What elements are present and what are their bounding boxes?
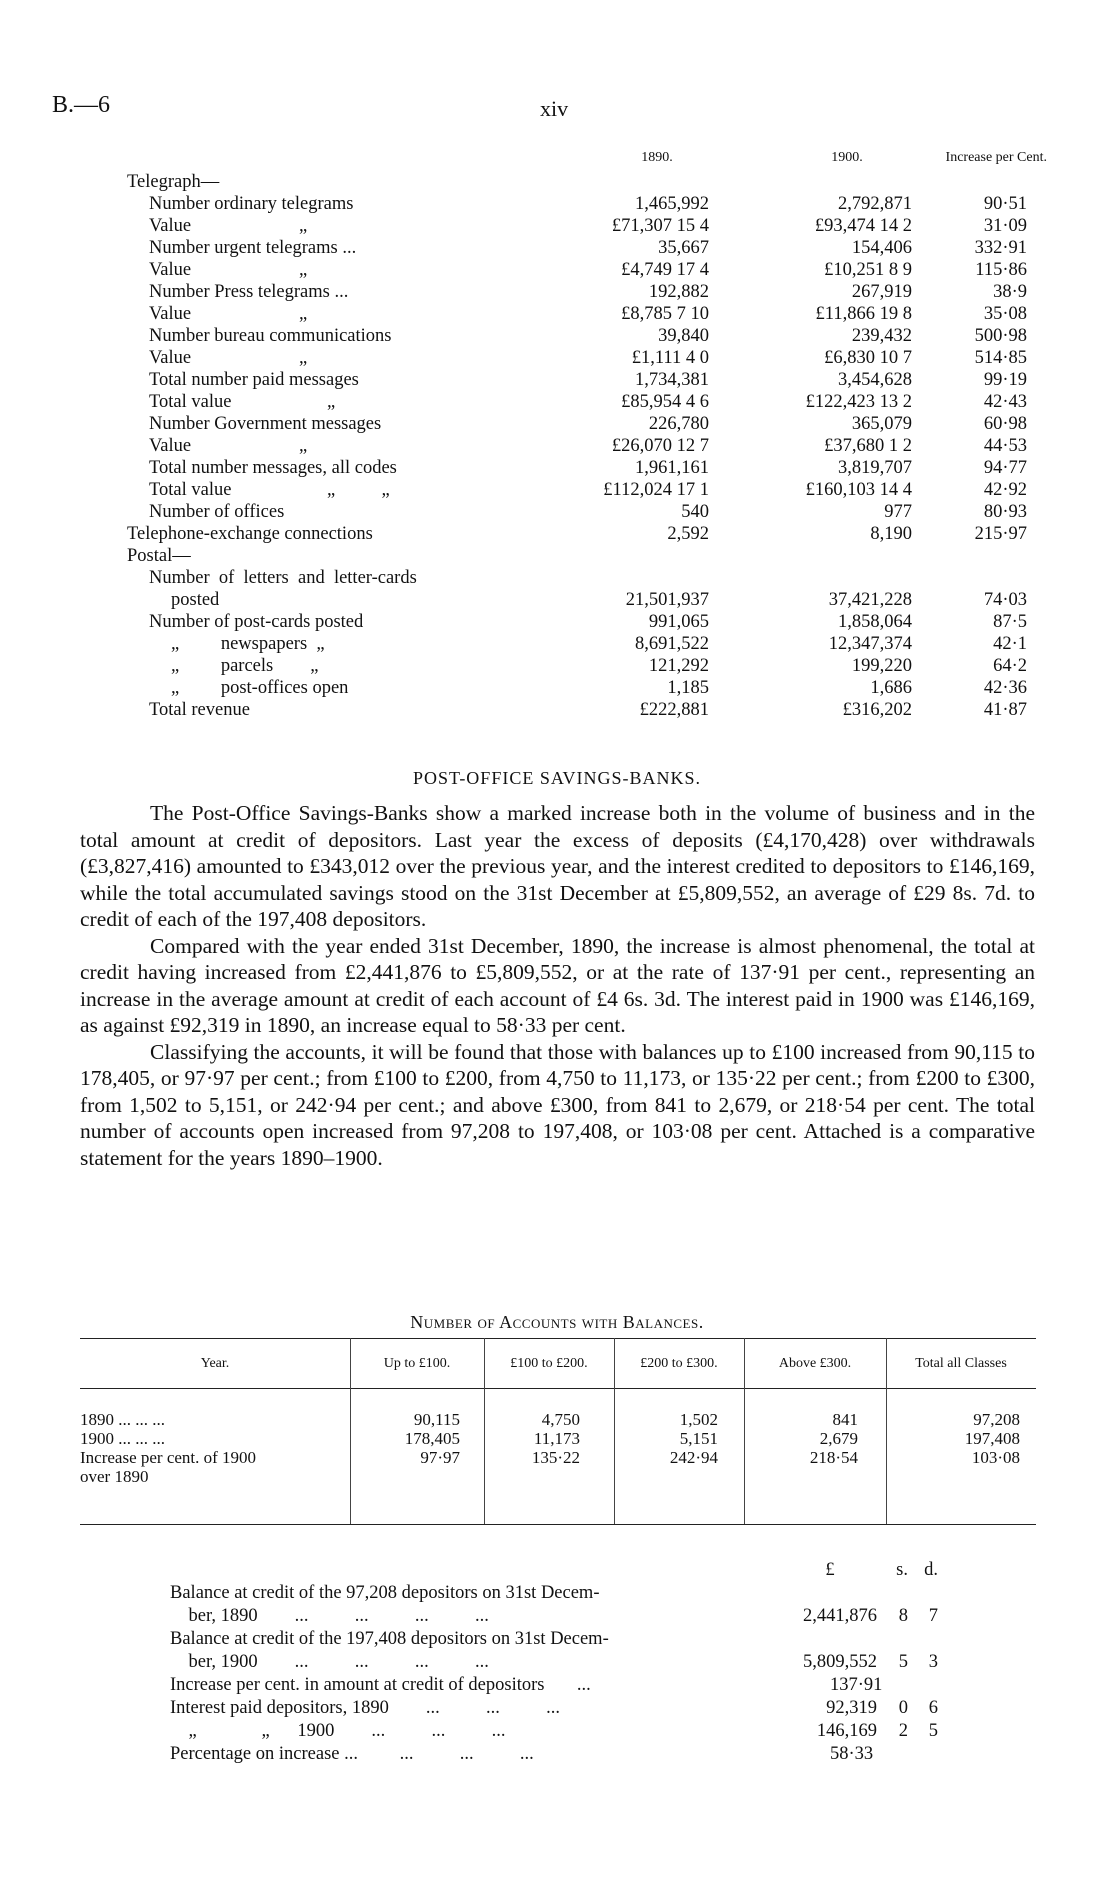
col-increase-value: 42·36: [983, 678, 1027, 698]
col-1900-value: 977: [884, 502, 912, 522]
col-increase-value: 500·98: [974, 326, 1027, 346]
table-row: [127, 194, 1027, 216]
paragraph: Compared with the year ended 31st December, 1890, the increase is almost phenomenal, the total at credit having increased from £2,441,876 to £5,809,552, or at the rate of 137·91 per cent., representing an increase in the average amount at credit of each account of £4 6s. 3d. The interest paid in 1900 was £146,169, as against £92,319 in 1890, an increase equal to 58·33 per cent.: [80, 933, 1035, 1037]
table-row: [127, 238, 1027, 260]
col-1900-value: 3,819,707: [838, 458, 912, 478]
balance-label: Balance at credit of the 197,408 depositors on 31st Decem-: [170, 1629, 609, 1649]
col-increase-value: 42·43: [983, 392, 1027, 412]
balance-pence: 3: [928, 1652, 938, 1672]
col-1900-header: 1900.: [831, 150, 863, 165]
table-row: [127, 634, 1027, 656]
balance-shillings: 8: [898, 1606, 908, 1626]
col-header-above-300: Above £300.: [778, 1356, 852, 1371]
row-label: Total value: [149, 392, 232, 412]
col-1900-value: 8,190: [870, 524, 912, 544]
col-1900-value: £316,202: [842, 700, 912, 720]
col-1890-value: £8,785 7 10: [621, 304, 709, 324]
col-header-100-200: £100 to £200.: [510, 1356, 588, 1371]
col-1890-value: 39,840: [658, 326, 709, 346]
row-label: Number bureau communications: [149, 326, 392, 346]
col-1900-value: 2,792,871: [838, 194, 912, 214]
balances-units: [170, 1560, 990, 1583]
balance-label: ber, 1900 ... ... ... ...: [170, 1652, 489, 1672]
col-increase-value: 38·9: [993, 282, 1027, 302]
page-roman-numeral: xiv: [540, 96, 569, 121]
row-label: Value: [149, 436, 192, 456]
ditto-mark: „: [327, 392, 336, 412]
row-year: Increase per cent. of 1900: [80, 1448, 257, 1467]
balance-row: [170, 1606, 990, 1629]
col-increase-value: 64·2: [993, 656, 1027, 676]
row-label: posted: [171, 590, 220, 610]
balance-shillings: 2: [898, 1721, 908, 1741]
col-increase-value: 115·86: [975, 260, 1027, 280]
balance-label: Percentage on increase ... ... ... ...: [170, 1744, 534, 1764]
col-increase-value: 60·98: [983, 414, 1027, 434]
balance-pounds: 5,809,552: [803, 1652, 877, 1672]
col-1890-value: 21,501,937: [625, 590, 709, 610]
table-row: [127, 304, 1027, 326]
col-1900-value: £10,251 8 9: [824, 260, 912, 280]
table-cell: 197,408: [964, 1429, 1020, 1448]
col-1890-value: 1,185: [667, 678, 709, 698]
table-cell: 218·54: [809, 1448, 858, 1467]
row-label: Telephone-exchange connections: [127, 524, 373, 544]
balance-row: [170, 1744, 990, 1767]
col-1890-value: 991,065: [648, 612, 709, 632]
table-row: [127, 326, 1027, 348]
table-row: [127, 260, 1027, 282]
col-1890-value: 121,292: [648, 656, 709, 676]
col-1890-value: 1,961,161: [635, 458, 709, 478]
table-row: [127, 568, 1027, 590]
row-label: Number Government messages: [149, 414, 382, 434]
col-1890-value: 2,592: [667, 524, 709, 544]
col-1890-value: 540: [681, 502, 709, 522]
accounts-table-title: Number of Accounts with Balances.: [410, 1312, 704, 1332]
ditto-mark: „: [299, 348, 308, 368]
col-1890-value: £222,881: [639, 700, 709, 720]
balance-label: ber, 1890 ... ... ... ...: [170, 1606, 489, 1626]
col-increase-value: 99·19: [983, 370, 1027, 390]
table-row: [127, 480, 1027, 502]
table-row: [127, 282, 1027, 304]
table-row: [127, 172, 1027, 194]
table-row: [127, 678, 1027, 700]
table-cell: 90,115: [413, 1410, 460, 1429]
row-label: Value: [149, 216, 192, 236]
col-1900-value: £37,680 1 2: [824, 436, 912, 456]
col-increase-value: 514·85: [974, 348, 1027, 368]
balance-row: [170, 1652, 990, 1675]
balance-label: Increase per cent. in amount at credit of depositors ...: [170, 1675, 591, 1695]
col-1890-value: £112,024 17 1: [603, 480, 709, 500]
row-label: Telegraph—: [127, 172, 220, 192]
row-label: „ parcels „: [171, 656, 319, 676]
balance-pounds: 92,319: [826, 1698, 877, 1718]
table-cell: 242·94: [669, 1448, 718, 1467]
table-cell: 97·97: [420, 1448, 460, 1467]
balance-row: [170, 1721, 990, 1744]
table-row: [127, 436, 1027, 458]
table-row: [127, 546, 1027, 568]
col-header-year: Year.: [200, 1356, 230, 1371]
unit-shillings: s.: [896, 1560, 908, 1580]
col-increase-value: 31·09: [983, 216, 1027, 236]
unit-pounds: £: [825, 1560, 835, 1580]
table-cell: 1,502: [679, 1410, 718, 1429]
row-year: over 1890: [80, 1467, 149, 1486]
row-year: 1900 ... ... ...: [80, 1429, 165, 1448]
col-1900-value: £160,103 14 4: [805, 480, 912, 500]
col-increase-value: 44·53: [983, 436, 1027, 456]
col-increase-value: 74·03: [983, 590, 1027, 610]
row-label: Total number paid messages: [149, 370, 359, 390]
row-label: Total value: [149, 480, 232, 500]
table-row: [127, 612, 1027, 634]
col-1900-value: 199,220: [851, 656, 912, 676]
col-1900-value: 239,432: [851, 326, 912, 346]
col-1890-value: 192,882: [648, 282, 709, 302]
ditto-mark: „: [299, 216, 308, 236]
table-rule: [80, 1388, 1036, 1389]
col-1890-header: 1890.: [641, 150, 673, 165]
col-increase-value: 80·93: [983, 502, 1027, 522]
row-label: Value: [149, 348, 192, 368]
col-increase-header: Increase per Cent.: [945, 150, 1047, 165]
balances-statement: [170, 1560, 990, 1767]
statistics-column-headers: [127, 150, 1047, 172]
col-1900-value: 1,686: [870, 678, 912, 698]
row-label: Number of offices: [149, 502, 285, 522]
balance-row: [170, 1583, 990, 1606]
ditto-mark: „ „: [327, 480, 390, 500]
col-increase-value: 94·77: [983, 458, 1027, 478]
col-increase-value: 42·1: [993, 634, 1027, 654]
balance-label: Balance at credit of the 97,208 depositors on 31st Decem-: [170, 1583, 600, 1603]
col-1890-value: £71,307 15 4: [611, 216, 709, 236]
row-label: Number urgent telegrams ...: [149, 238, 357, 258]
col-increase-value: 90·51: [983, 194, 1027, 214]
col-1900-value: 365,079: [851, 414, 912, 434]
balance-shillings: 5: [898, 1652, 908, 1672]
col-1890-value: 226,780: [648, 414, 709, 434]
table-row: [127, 524, 1027, 546]
table-row: [127, 458, 1027, 480]
row-label: Value: [149, 304, 192, 324]
table-row: [127, 348, 1027, 370]
balance-percent: 58·33: [830, 1744, 874, 1764]
row-label: Number of post-cards posted: [149, 612, 364, 632]
row-label: Postal—: [127, 546, 191, 566]
table-cell: 97,208: [973, 1410, 1020, 1429]
table-cell: 5,151: [679, 1429, 718, 1448]
col-1890-value: £4,749 17 4: [621, 260, 709, 280]
col-1900-value: £6,830 10 7: [824, 348, 912, 368]
balance-label: Interest paid depositors, 1890 ... ... ...: [170, 1698, 560, 1718]
body-text: [80, 800, 1035, 1171]
balances-rows: [170, 1583, 990, 1767]
unit-pence: d.: [924, 1560, 938, 1580]
balance-label: „ „ 1900 ... ... ...: [170, 1721, 506, 1741]
row-year: 1890 ... ... ...: [80, 1410, 165, 1429]
col-1900-value: 267,919: [851, 282, 912, 302]
table-row: [127, 370, 1027, 392]
statistics-table: [127, 150, 1047, 722]
balance-row: [170, 1629, 990, 1652]
col-1900-value: 12,347,374: [828, 634, 912, 654]
ditto-mark: „: [299, 304, 308, 324]
row-label: Value: [149, 260, 192, 280]
balance-pence: 7: [928, 1606, 938, 1626]
col-increase-value: 87·5: [993, 612, 1027, 632]
table-cell: 2,679: [819, 1429, 858, 1448]
table-cell: 4,750: [541, 1410, 580, 1429]
table-cell: 841: [832, 1410, 858, 1429]
row-label: „ post-offices open: [171, 678, 349, 698]
col-increase-value: 215·97: [974, 524, 1027, 544]
col-header-total: Total all Classes: [915, 1356, 1007, 1371]
balance-percent: 137·91: [830, 1675, 883, 1695]
col-1900-value: £11,866 19 8: [815, 304, 912, 324]
table-cell: 135·22: [531, 1448, 580, 1467]
balance-shillings: 0: [898, 1698, 908, 1718]
table-row: [127, 502, 1027, 524]
balance-pounds: 2,441,876: [803, 1606, 877, 1626]
row-label: „ newspapers „: [171, 634, 325, 654]
page-number: B.—6: [52, 92, 111, 118]
table-cell: 11,173: [533, 1429, 580, 1448]
table-row: [127, 656, 1027, 678]
col-1890-value: 35,667: [658, 238, 709, 258]
balance-pounds: 146,169: [816, 1721, 877, 1741]
col-increase-value: 41·87: [983, 700, 1027, 720]
row-label: Number Press telegrams ...: [149, 282, 349, 302]
table-row: [127, 216, 1027, 238]
col-header-200-300: £200 to £300.: [640, 1356, 718, 1371]
table-row: [127, 392, 1027, 414]
paragraph: The Post-Office Savings-Banks show a marked increase both in the volume of business and in the total amount at credit of depositors. Last year the excess of deposits (£4,170,428) over withdrawals (£3,827,416) amounted to £343,012 over the previous year, and the interest credited to depositors to £146,169, while the total accumulated savings stood on the 31st December at £5,809,552, an average of £29 8s. 7d. to credit of each of the 197,408 depositors.: [80, 801, 1035, 931]
table-row: [127, 700, 1027, 722]
row-label: Total number messages, all codes: [149, 458, 397, 478]
balance-row: [170, 1675, 990, 1698]
statistics-rows: [127, 172, 1027, 722]
table-row: [127, 414, 1027, 436]
col-1890-value: £26,070 12 7: [611, 436, 709, 456]
col-1900-value: £122,423 13 2: [805, 392, 912, 412]
col-1890-value: 1,734,381: [635, 370, 709, 390]
ditto-mark: „: [299, 436, 308, 456]
col-1900-value: 3,454,628: [838, 370, 912, 390]
col-1890-value: 8,691,522: [635, 634, 709, 654]
col-increase-value: 35·08: [983, 304, 1027, 324]
table-rule: [80, 1338, 1036, 1339]
balance-pence: 6: [928, 1698, 938, 1718]
col-1900-value: 154,406: [851, 238, 912, 258]
balance-pence: 5: [928, 1721, 938, 1741]
col-1890-value: £85,954 4 6: [621, 392, 709, 412]
table-row: [127, 590, 1027, 612]
col-header-up-to-100: Up to £100.: [383, 1356, 451, 1371]
section-title: POST-OFFICE SAVINGS-BANKS.: [412, 768, 702, 788]
row-label: Total revenue: [149, 700, 250, 720]
table-cell: 103·08: [971, 1448, 1020, 1467]
col-1900-value: £93,474 14 2: [814, 216, 912, 236]
col-1890-value: £1,111 4 0: [631, 348, 709, 368]
ditto-mark: „: [299, 260, 308, 280]
table-rule: [80, 1524, 1036, 1525]
row-label: Number ordinary telegrams: [149, 194, 354, 214]
col-1900-value: 1,858,064: [838, 612, 912, 632]
balance-row: [170, 1698, 990, 1721]
col-increase-value: 42·92: [983, 480, 1027, 500]
table-cell: 178,405: [404, 1429, 460, 1448]
paragraph: Classifying the accounts, it will be found that those with balances up to £100 increased from 90,115 to 178,405, or 97·97 per cent.; from £100 to £200, from 4,750 to 11,173, or 135·22 per cent.; from £200 to £300, from 1,502 to 5,151, or 242·94 per cent.; and above £300, from 841 to 2,679, or 218·54 per cent. The total number of accounts open increased from 97,208 to 197,408, or 103·08 per cent. Attached is a comparative statement for the years 1890–1900.: [80, 1039, 1035, 1170]
col-1900-value: 37,421,228: [828, 590, 912, 610]
col-increase-value: 332·91: [974, 238, 1027, 258]
row-label: Number of letters and letter-cards: [149, 568, 417, 588]
col-1890-value: 1,465,992: [635, 194, 709, 214]
